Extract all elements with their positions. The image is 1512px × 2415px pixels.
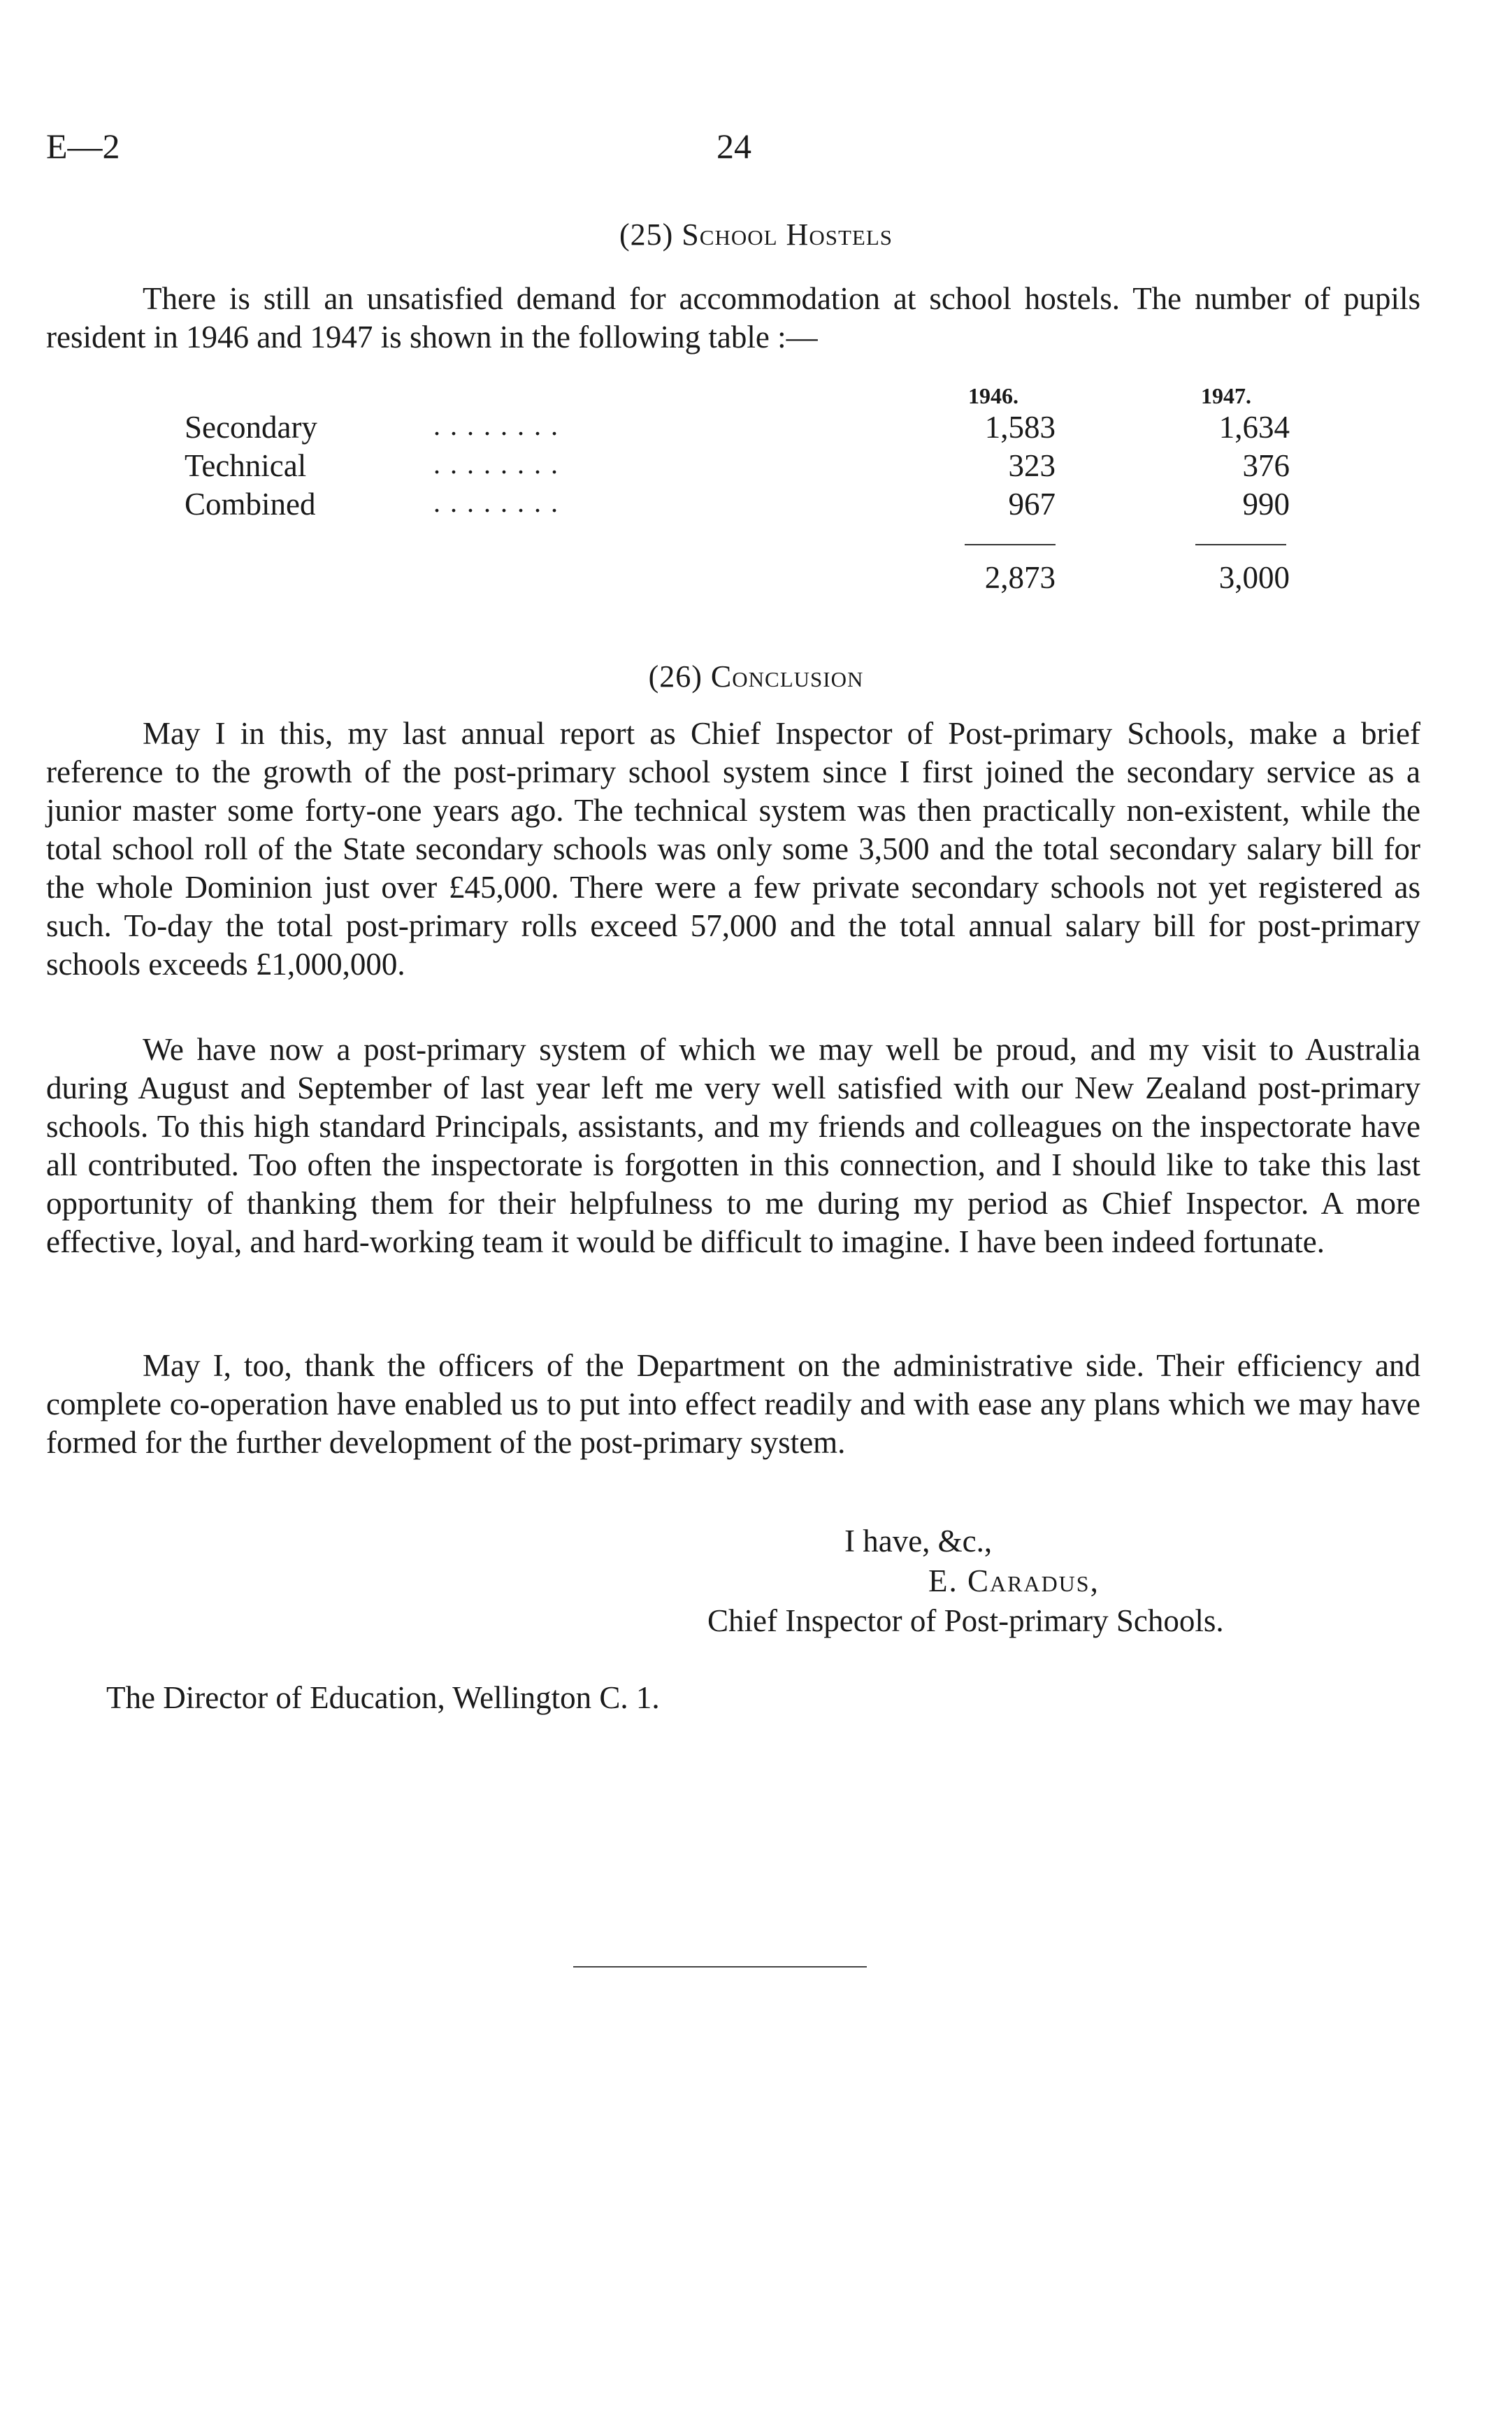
table-row-label: Technical [185, 448, 307, 483]
table-cell: 1,583 [984, 410, 1056, 445]
table-cell: 323 [1008, 448, 1056, 483]
conclusion-paragraph-1: May I in this, my last annual report as Chief Inspector of Post-primary Schools, make a brief reference to the growth of the post-primary school system since I first joined the secondary service as a junior master some forty-one years ago. The technical system was then practically non-existent, while the total school roll of the State secondary schools was only some 3,500 and the total secondary salary bill for the whole Dominion just over £45,000. There were a few private secondary schools not yet registered as such. To-day the total post-primary rolls exceed 57,000 and the total annual salary bill for post-primary schools exceeds £1,000,000. [46, 716, 1420, 982]
section-heading-school-hostels [0, 217, 1512, 252]
hostels-intro-paragraph: There is still an unsatisfied demand for accommodation at school hostels. The number of pupils resident in 1946 and 1947 is shown in the following table :— [46, 281, 1420, 354]
section-title: Conclusion [710, 659, 864, 694]
section-number: (25) [619, 217, 674, 252]
conclusion-paragraph-3: May I, too, thank the officers of the Department on the administrative side. Their efficiency and complete co-operation have enabled us to put into effect readily and with ease any plans which we may have formed for the further development of the post-primary system. [46, 1348, 1420, 1460]
section-heading-conclusion [0, 659, 1512, 694]
table-total-1946: 2,873 [984, 560, 1056, 595]
section-number: (26) [648, 659, 703, 694]
table-row-label: Secondary [185, 410, 317, 445]
signoff-closing: I have, &c., [844, 1524, 993, 1558]
leader-dots: . . . . . . . . [433, 410, 559, 441]
addressee: The Director of Education, Wellington C. 1. [106, 1680, 660, 1715]
table-cell: 990 [1242, 487, 1290, 522]
section-title: School Hostels [682, 217, 893, 252]
signatory-name: E. Caradus, [928, 1563, 1100, 1598]
table-row-label: Combined [185, 487, 316, 522]
table-total-1947: 3,000 [1218, 560, 1290, 595]
total-rule [1195, 544, 1286, 545]
table-header-1947: 1947. [1201, 383, 1251, 408]
leader-dots: . . . . . . . . [433, 487, 559, 518]
table-cell: 376 [1242, 448, 1290, 483]
page-number: 24 [717, 127, 751, 166]
leader-dots: . . . . . . . . [433, 448, 559, 480]
table-header-1946: 1946. [968, 383, 1018, 408]
table-cell: 967 [1008, 487, 1056, 522]
end-rule [573, 1966, 867, 1968]
document-code: E—2 [46, 127, 120, 166]
signoff-title: Chief Inspector of Post-primary Schools. [707, 1603, 1224, 1638]
table-cell: 1,634 [1218, 410, 1290, 445]
signoff-name [928, 1563, 1100, 1599]
total-rule [965, 544, 1056, 545]
conclusion-paragraph-2: We have now a post-primary system of which we may well be proud, and my visit to Australia during August and September of last year left me very well satisfied with our New Zealand post-primary schools. To this high standard Principals, assistants, and my friends and colleagues on the inspectorate have all contributed. Too often the inspectorate is forgotten in this connection, and I should like to take this last opportunity of thanking them for their helpfulness to me during my period as Chief Inspector. A more effective, loyal, and hard-working team it would be difficult to imagine. I have been indeed fortunate. [46, 1032, 1420, 1259]
